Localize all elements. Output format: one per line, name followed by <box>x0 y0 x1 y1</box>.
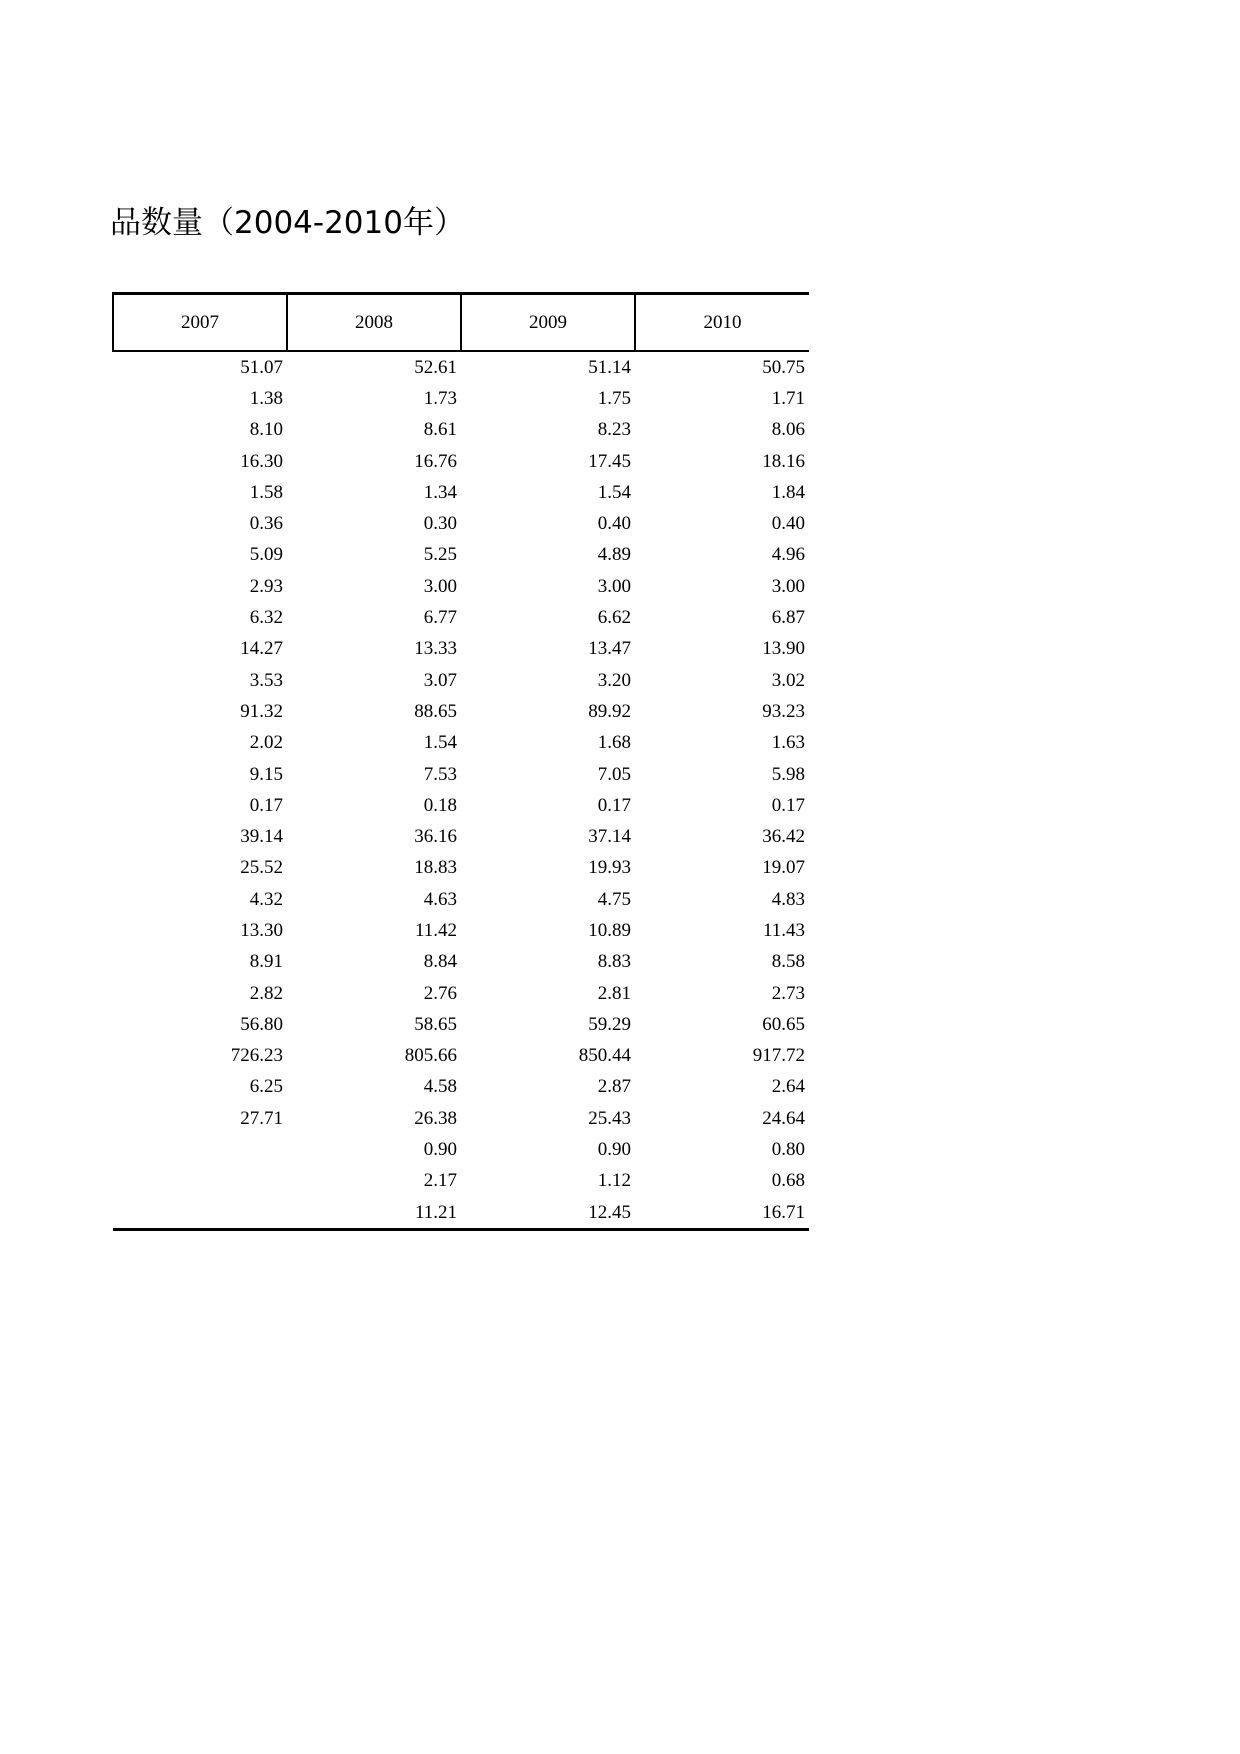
table-cell: 2.81 <box>597 982 631 1004</box>
table-cell: 4.83 <box>771 888 805 910</box>
table-row <box>113 821 809 852</box>
table-cell: 36.16 <box>414 826 457 848</box>
table-cell: 16.71 <box>635 1197 809 1230</box>
table-cell: 13.90 <box>762 638 805 660</box>
table-row <box>113 696 809 727</box>
column-header-2008: 2008 <box>287 294 461 352</box>
table-cell: 2.93 <box>249 575 283 597</box>
table-cell: 0.36 <box>249 513 283 535</box>
table-cell: 1.54 <box>597 481 631 503</box>
table-cell: 0.17 <box>597 794 631 816</box>
table-cell: 39.14 <box>240 826 283 848</box>
table-cell: 0.18 <box>423 794 457 816</box>
table-cell: 91.32 <box>240 700 283 722</box>
table-cell <box>113 1134 287 1165</box>
table-cell: 1.75 <box>597 387 631 409</box>
table-cell: 3.20 <box>597 669 631 691</box>
table-cell: 8.84 <box>423 951 457 973</box>
table-row <box>113 1103 809 1134</box>
table-cell: 6.87 <box>771 607 805 629</box>
table-cell: 4.89 <box>597 544 631 566</box>
table-cell: 6.62 <box>597 607 631 629</box>
table-cell: 2.02 <box>249 732 283 754</box>
table-cell: 1.34 <box>423 481 457 503</box>
table-cell: 9.15 <box>249 763 283 785</box>
table-cell: 1.68 <box>597 732 631 754</box>
table-row <box>113 1166 809 1197</box>
table-cell: 16.30 <box>240 450 283 472</box>
table-row <box>113 446 809 477</box>
table-cell: 10.89 <box>588 919 631 941</box>
table-cell: 0.90 <box>423 1139 457 1161</box>
table-cell: 6.25 <box>249 1076 283 1098</box>
table-row <box>113 884 809 915</box>
table-cell: 58.65 <box>414 1013 457 1035</box>
table-cell: 3.02 <box>771 669 805 691</box>
table-cell: 2.87 <box>597 1076 631 1098</box>
table-cell: 2.17 <box>423 1170 457 1192</box>
table-row <box>113 508 809 539</box>
table-cell: 6.77 <box>423 607 457 629</box>
table-body <box>113 351 809 1230</box>
table-cell: 4.75 <box>597 888 631 910</box>
table-cell: 3.00 <box>423 575 457 597</box>
table-cell: 0.17 <box>249 794 283 816</box>
table-cell: 51.14 <box>588 356 631 378</box>
table-cell: 2.64 <box>771 1076 805 1098</box>
table-cell: 0.80 <box>771 1139 805 1161</box>
table-row <box>113 351 809 383</box>
table-cell: 18.16 <box>762 450 805 472</box>
table-cell: 5.98 <box>771 763 805 785</box>
table-cell: 805.66 <box>404 1045 457 1067</box>
table-row <box>113 1041 809 1072</box>
table-cell: 1.73 <box>423 387 457 409</box>
table-cell: 4.96 <box>771 544 805 566</box>
header-row <box>113 294 809 352</box>
table-row <box>113 477 809 508</box>
table-cell: 3.00 <box>771 575 805 597</box>
table-row <box>113 383 809 414</box>
table-cell: 5.25 <box>423 544 457 566</box>
table-cell: 16.76 <box>414 450 457 472</box>
table-cell: 726.23 <box>230 1045 283 1067</box>
table-cell: 1.12 <box>597 1170 631 1192</box>
table-cell: 88.65 <box>414 700 457 722</box>
table-cell: 51.07 <box>240 356 283 378</box>
table-cell: 26.38 <box>414 1107 457 1129</box>
table-cell: 60.65 <box>762 1013 805 1035</box>
table-cell: 18.83 <box>414 857 457 879</box>
table-cell: 3.53 <box>249 669 283 691</box>
table-cell: 37.14 <box>588 826 631 848</box>
table-cell: 5.09 <box>249 544 283 566</box>
table-cell: 1.84 <box>771 481 805 503</box>
table-cell: 0.30 <box>423 513 457 535</box>
table-header <box>113 294 809 352</box>
table-cell: 0.90 <box>597 1139 631 1161</box>
table-cell: 11.42 <box>414 919 457 941</box>
table-cell: 14.27 <box>240 638 283 660</box>
table-cell: 4.63 <box>423 888 457 910</box>
table-cell: 19.07 <box>762 857 805 879</box>
data-table <box>112 292 809 1231</box>
table-cell: 1.54 <box>423 732 457 754</box>
table-cell: 0.68 <box>771 1170 805 1192</box>
table-row <box>113 1134 809 1165</box>
table-cell: 0.17 <box>771 794 805 816</box>
table-cell: 8.06 <box>771 419 805 441</box>
page-title: 品数量（2004-2010年） <box>110 205 465 241</box>
table-cell: 11.21 <box>287 1197 461 1230</box>
table-row <box>113 540 809 571</box>
table-row <box>113 665 809 696</box>
table-row <box>113 947 809 978</box>
table-cell: 13.30 <box>240 919 283 941</box>
table-cell: 850.44 <box>578 1045 631 1067</box>
table-cell: 27.71 <box>240 1107 283 1129</box>
table-cell: 25.43 <box>588 1107 631 1129</box>
table-cell: 2.73 <box>771 982 805 1004</box>
table-cell: 3.00 <box>597 575 631 597</box>
table-row <box>113 634 809 665</box>
table-cell: 50.75 <box>762 356 805 378</box>
table-row <box>113 759 809 790</box>
table-cell: 4.58 <box>423 1076 457 1098</box>
table-cell: 1.63 <box>771 732 805 754</box>
table-row <box>113 1197 809 1230</box>
table-cell: 0.40 <box>771 513 805 535</box>
table-cell: 6.32 <box>249 607 283 629</box>
table-cell: 11.43 <box>762 919 805 941</box>
table-row <box>113 853 809 884</box>
table-cell <box>113 1166 287 1197</box>
table-cell: 917.72 <box>752 1045 805 1067</box>
table-cell: 56.80 <box>240 1013 283 1035</box>
table-cell: 8.83 <box>597 951 631 973</box>
table-cell: 12.45 <box>461 1197 635 1230</box>
table-row <box>113 728 809 759</box>
table-row <box>113 915 809 946</box>
table-cell: 24.64 <box>762 1107 805 1129</box>
table-cell: 2.76 <box>423 982 457 1004</box>
table-cell: 3.07 <box>423 669 457 691</box>
table-cell: 93.23 <box>762 700 805 722</box>
table-cell: 19.93 <box>588 857 631 879</box>
table-cell: 52.61 <box>414 356 457 378</box>
table-cell: 1.71 <box>771 387 805 409</box>
table-cell: 2.82 <box>249 982 283 1004</box>
column-header-2009: 2009 <box>461 294 635 352</box>
table-cell: 25.52 <box>240 857 283 879</box>
table-row <box>113 1072 809 1103</box>
table-cell: 17.45 <box>588 450 631 472</box>
column-header-2010: 2010 <box>635 294 809 352</box>
table-cell: 4.32 <box>249 888 283 910</box>
table-cell: 36.42 <box>762 826 805 848</box>
table-cell: 13.33 <box>414 638 457 660</box>
table-row <box>113 602 809 633</box>
table-cell: 8.10 <box>249 419 283 441</box>
table-cell: 1.58 <box>249 481 283 503</box>
table-cell: 89.92 <box>588 700 631 722</box>
table-row <box>113 415 809 446</box>
table-cell: 13.47 <box>588 638 631 660</box>
table-cell: 7.05 <box>597 763 631 785</box>
table-row <box>113 978 809 1009</box>
table-cell: 0.40 <box>597 513 631 535</box>
table-row <box>113 571 809 602</box>
table-cell: 8.61 <box>423 419 457 441</box>
table-cell: 8.58 <box>771 951 805 973</box>
table-cell <box>113 1197 287 1230</box>
table-cell: 8.23 <box>597 419 631 441</box>
table-cell: 7.53 <box>423 763 457 785</box>
table-cell: 8.91 <box>249 951 283 973</box>
table-cell: 59.29 <box>588 1013 631 1035</box>
table-cell: 1.38 <box>249 387 283 409</box>
table-row <box>113 790 809 821</box>
column-header-2007: 2007 <box>113 294 287 352</box>
table-row <box>113 1009 809 1040</box>
